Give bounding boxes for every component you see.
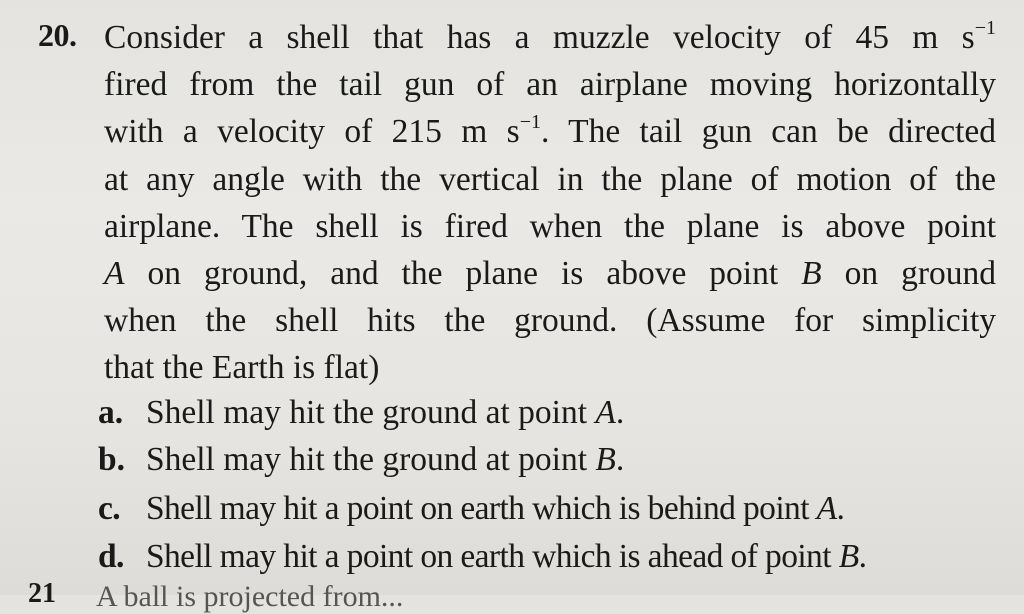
stem-line-8: that the Earth is flat) bbox=[104, 349, 380, 387]
option-label: d. bbox=[98, 538, 124, 575]
stem-line-5: airplane. The shell is fired when the plane is above point bbox=[104, 207, 996, 245]
unit-exponent: −1 bbox=[974, 17, 996, 39]
stem-line-7: when the shell hits the ground. (Assume for simplicity bbox=[104, 302, 996, 340]
unit-exponent: −1 bbox=[519, 111, 541, 134]
option-label: a. bbox=[98, 394, 124, 431]
next-question-number: 21 bbox=[28, 578, 56, 609]
question-stem bbox=[104, 14, 996, 392]
option-b: b. Shell may hit the ground at point B. bbox=[98, 441, 625, 478]
option-label: b. bbox=[98, 441, 126, 478]
option-label: c. bbox=[98, 490, 121, 527]
option-a: a. Shell may hit the ground at point A. bbox=[98, 394, 625, 431]
option-c: c. Shell may hit a point on earth which is behind point A. bbox=[98, 490, 845, 527]
stem-line-6: A on ground, and the plane is above point B on ground bbox=[104, 255, 996, 293]
stem-line-4: at any angle with the vertical in the plane of motion of the bbox=[104, 160, 996, 198]
question-number: 20. bbox=[38, 17, 77, 53]
next-question-text: A ball is projected from... bbox=[96, 580, 404, 613]
stem-line-3: with a velocity of 215 m $s^{-1}$. The tail gun can be directed bbox=[104, 111, 996, 151]
stem-line-2: fired from the tail gun of an airplane moving horizontally bbox=[104, 66, 996, 104]
stem-line-1: Consider a shell that has a muzzle velocity of 45 m $s^{-1}$ bbox=[104, 17, 996, 56]
option-d: d. Shell may hit a point on earth which is ahead of point B. bbox=[98, 538, 867, 575]
